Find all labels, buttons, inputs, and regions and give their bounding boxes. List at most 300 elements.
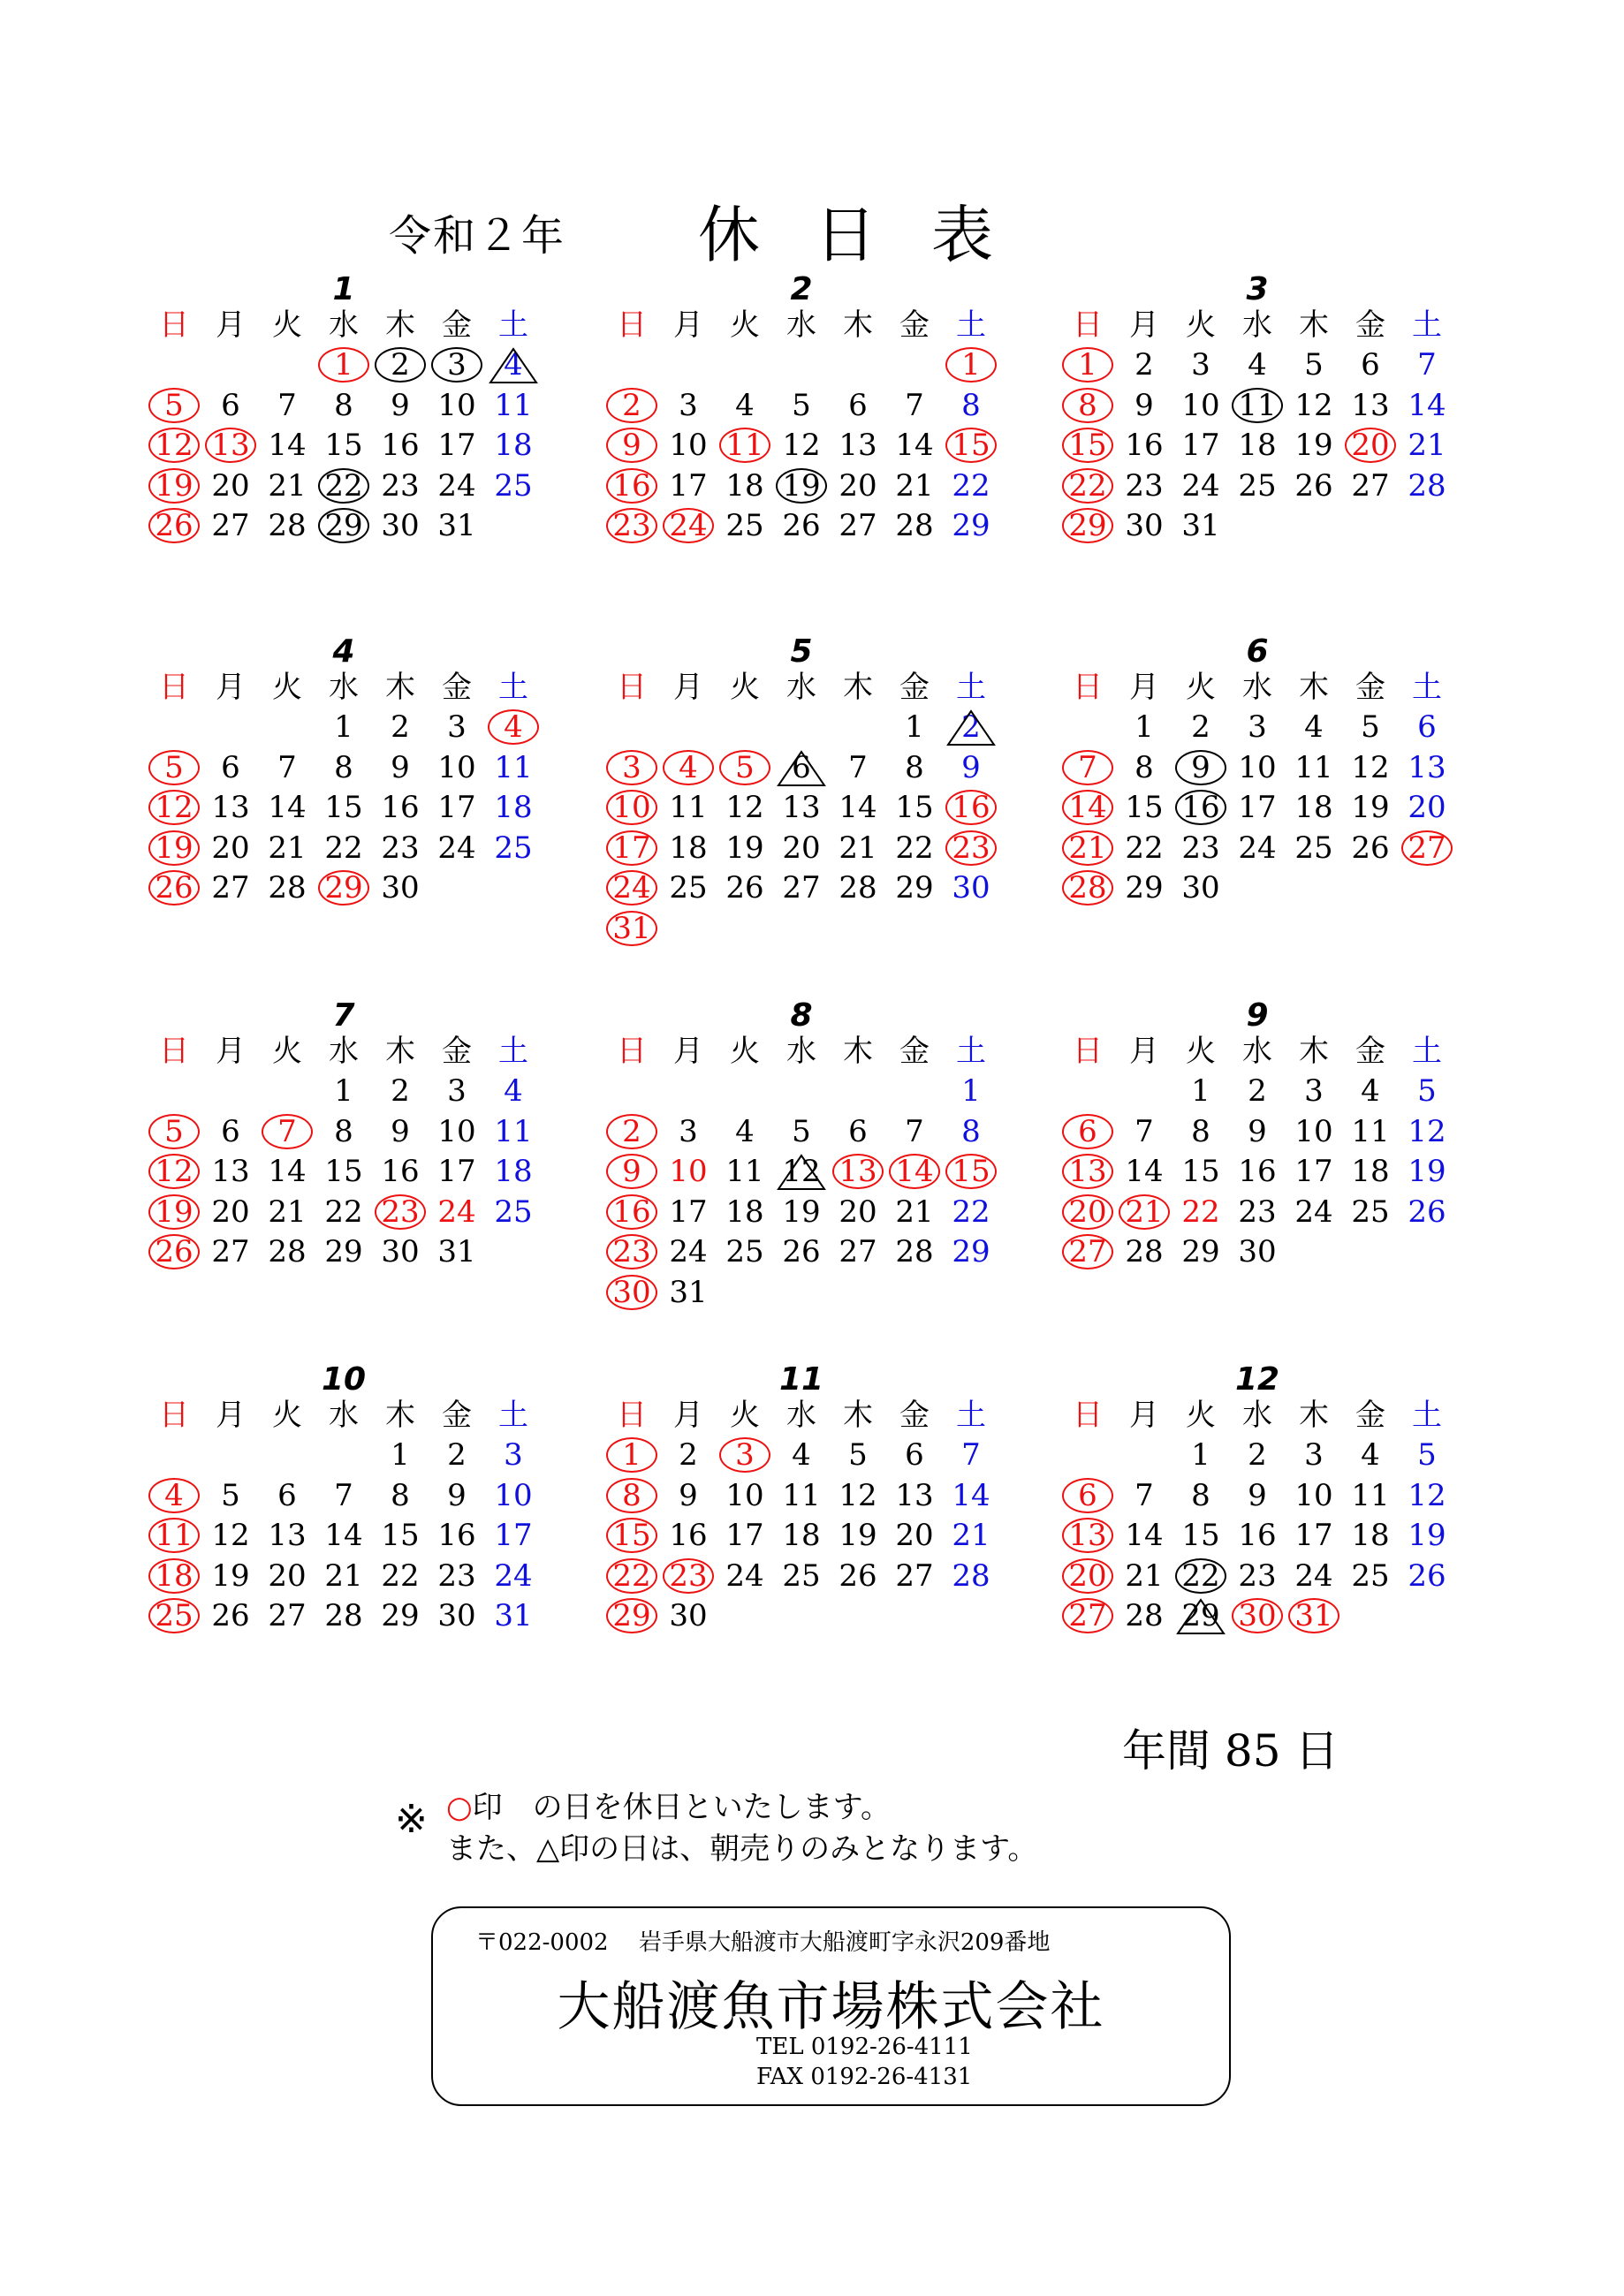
day-number: 3 bbox=[504, 1437, 523, 1473]
day-cell bbox=[773, 1232, 830, 1271]
day-number: 10 bbox=[669, 1154, 708, 1189]
day-cell bbox=[1286, 1112, 1342, 1151]
day-cell bbox=[830, 1232, 886, 1271]
day-cell bbox=[660, 1476, 717, 1515]
day-number: 5 bbox=[221, 1477, 240, 1513]
day-number: 25 bbox=[494, 830, 533, 866]
day-number: 8 bbox=[1078, 387, 1097, 423]
weekday-header: 木 bbox=[1299, 670, 1329, 705]
weekday-header: 土 bbox=[956, 1034, 986, 1069]
day-number: 15 bbox=[381, 1518, 420, 1553]
day-number: 4 bbox=[735, 387, 755, 423]
day-cell bbox=[1116, 748, 1172, 787]
day-cell bbox=[773, 1112, 830, 1151]
day-number: 2 bbox=[1248, 1437, 1267, 1473]
day-cell bbox=[1286, 345, 1342, 384]
weekday-header: 土 bbox=[1412, 1398, 1442, 1433]
month-number: 9 bbox=[1246, 997, 1269, 1034]
day-number: 27 bbox=[782, 870, 821, 906]
day-cell bbox=[315, 426, 372, 465]
day-cell bbox=[603, 1516, 660, 1555]
day-number: 6 bbox=[848, 1113, 868, 1149]
day-cell bbox=[485, 788, 542, 827]
day-number: 27 bbox=[211, 1234, 250, 1269]
weekday-header: 月 bbox=[216, 1398, 246, 1433]
day-number: 27 bbox=[1408, 830, 1446, 866]
day-cell bbox=[943, 1516, 999, 1555]
day-number: 18 bbox=[725, 1193, 764, 1230]
day-number: 5 bbox=[1361, 709, 1380, 745]
day-cell bbox=[372, 386, 429, 425]
day-cell bbox=[315, 345, 372, 384]
day-cell bbox=[1172, 1193, 1229, 1231]
weekday-header: 火 bbox=[730, 307, 760, 343]
day-number: 6 bbox=[1078, 1113, 1097, 1149]
weekday-header: 月 bbox=[216, 670, 246, 705]
day-number: 12 bbox=[782, 428, 821, 463]
weekday-header: 水 bbox=[329, 1398, 359, 1433]
day-number: 5 bbox=[1304, 347, 1324, 383]
day-cell bbox=[660, 386, 717, 425]
weekday-header: 火 bbox=[272, 670, 302, 705]
day-cell bbox=[1059, 1516, 1116, 1555]
day-number: 4 bbox=[504, 709, 523, 745]
day-number: 14 bbox=[895, 428, 934, 463]
day-cell bbox=[886, 708, 943, 746]
day-number: 19 bbox=[155, 830, 194, 866]
day-number: 9 bbox=[1191, 749, 1210, 785]
day-cell bbox=[773, 748, 830, 787]
day-number: 22 bbox=[952, 1193, 990, 1230]
day-number: 18 bbox=[494, 1154, 533, 1189]
day-cell bbox=[1286, 1193, 1342, 1231]
day-number: 10 bbox=[494, 1477, 533, 1513]
day-cell bbox=[146, 1476, 202, 1515]
day-cell bbox=[1399, 1072, 1455, 1110]
day-cell bbox=[372, 426, 429, 465]
day-number: 21 bbox=[1068, 830, 1107, 866]
weekday-header: 水 bbox=[1242, 670, 1272, 705]
day-cell bbox=[943, 1112, 999, 1151]
day-number: 16 bbox=[669, 1518, 708, 1553]
day-number: 23 bbox=[1125, 467, 1164, 504]
day-number: 6 bbox=[792, 749, 811, 785]
day-cell bbox=[1229, 788, 1286, 827]
day-number: 25 bbox=[1351, 1557, 1390, 1594]
day-number: 8 bbox=[334, 387, 353, 423]
day-cell bbox=[886, 868, 943, 907]
day-cell bbox=[1059, 868, 1116, 907]
weekday-header: 火 bbox=[272, 1034, 302, 1069]
day-number: 4 bbox=[1248, 347, 1267, 383]
day-number: 8 bbox=[961, 1113, 981, 1149]
day-number: 21 bbox=[1125, 1557, 1164, 1594]
day-number: 1 bbox=[391, 1437, 410, 1473]
day-cell bbox=[603, 1273, 660, 1312]
day-cell bbox=[830, 1112, 886, 1151]
weekday-header: 金 bbox=[899, 1034, 930, 1069]
day-number: 28 bbox=[952, 1557, 990, 1594]
day-cell bbox=[1116, 345, 1172, 384]
day-number: 22 bbox=[324, 830, 363, 866]
day-number: 17 bbox=[725, 1518, 764, 1553]
day-cell bbox=[146, 386, 202, 425]
note-line-1 bbox=[446, 1783, 891, 1826]
weekday-header: 土 bbox=[498, 307, 528, 343]
day-cell bbox=[429, 1476, 485, 1515]
day-cell bbox=[1286, 386, 1342, 425]
day-number: 23 bbox=[1238, 1557, 1277, 1594]
weekday-header: 土 bbox=[1412, 1034, 1442, 1069]
day-number: 24 bbox=[437, 1193, 476, 1230]
day-number: 14 bbox=[839, 790, 877, 825]
day-cell bbox=[1229, 1436, 1286, 1474]
day-number: 11 bbox=[494, 387, 533, 423]
day-cell bbox=[1059, 1232, 1116, 1271]
day-cell bbox=[1286, 788, 1342, 827]
day-number: 29 bbox=[895, 870, 934, 906]
day-cell bbox=[660, 466, 717, 505]
weekday-header: 日 bbox=[1073, 670, 1103, 705]
month-number: 8 bbox=[790, 997, 813, 1034]
day-number: 25 bbox=[494, 467, 533, 504]
day-cell bbox=[773, 506, 830, 545]
day-number: 23 bbox=[612, 1234, 651, 1269]
day-cell bbox=[429, 466, 485, 505]
month-number: 1 bbox=[332, 271, 355, 307]
day-number: 31 bbox=[1181, 508, 1220, 543]
day-cell bbox=[943, 1557, 999, 1595]
day-cell bbox=[1172, 868, 1229, 907]
day-cell bbox=[1342, 1476, 1399, 1515]
day-number: 15 bbox=[612, 1518, 651, 1553]
day-number: 12 bbox=[1294, 387, 1333, 423]
day-cell bbox=[259, 1476, 315, 1515]
day-number: 29 bbox=[612, 1598, 651, 1633]
day-number: 20 bbox=[895, 1518, 934, 1553]
day-number: 5 bbox=[1417, 1073, 1437, 1109]
day-number: 18 bbox=[1351, 1518, 1390, 1553]
day-number: 17 bbox=[437, 428, 476, 463]
weekday-header: 木 bbox=[843, 307, 873, 343]
day-number: 2 bbox=[447, 1437, 467, 1473]
day-cell bbox=[717, 1516, 773, 1555]
day-number: 30 bbox=[669, 1598, 708, 1633]
day-number: 15 bbox=[1181, 1518, 1220, 1553]
day-cell bbox=[717, 506, 773, 545]
day-cell bbox=[773, 1193, 830, 1231]
telephone: TEL 0192-26-4111 bbox=[756, 2034, 973, 2060]
day-number: 24 bbox=[1294, 1557, 1333, 1594]
day-number: 12 bbox=[839, 1477, 877, 1513]
day-cell bbox=[830, 1193, 886, 1231]
day-number: 7 bbox=[961, 1437, 981, 1473]
day-cell bbox=[1116, 708, 1172, 746]
day-cell bbox=[886, 1232, 943, 1271]
day-cell bbox=[1172, 1112, 1229, 1151]
weekday-header: 木 bbox=[385, 307, 415, 343]
day-cell bbox=[1172, 426, 1229, 465]
day-number: 21 bbox=[1125, 1193, 1164, 1230]
day-number: 8 bbox=[1191, 1477, 1210, 1513]
day-number: 28 bbox=[895, 508, 934, 543]
day-number: 5 bbox=[164, 749, 184, 785]
weekday-header: 月 bbox=[673, 307, 703, 343]
day-cell bbox=[660, 1193, 717, 1231]
weekday-header: 金 bbox=[899, 670, 930, 705]
day-number: 26 bbox=[211, 1598, 250, 1633]
day-cell bbox=[146, 1232, 202, 1271]
day-cell bbox=[429, 1232, 485, 1271]
day-number: 21 bbox=[324, 1557, 363, 1594]
day-cell bbox=[830, 868, 886, 907]
day-cell bbox=[1116, 829, 1172, 868]
day-cell bbox=[1342, 386, 1399, 425]
day-cell bbox=[146, 1193, 202, 1231]
day-cell bbox=[429, 788, 485, 827]
day-number: 6 bbox=[221, 749, 240, 785]
day-cell bbox=[315, 1152, 372, 1191]
day-cell bbox=[830, 426, 886, 465]
day-number: 15 bbox=[1125, 790, 1164, 825]
day-cell bbox=[315, 506, 372, 545]
day-cell bbox=[1399, 708, 1455, 746]
day-number: 11 bbox=[1238, 387, 1277, 423]
day-number: 12 bbox=[155, 790, 194, 825]
day-cell bbox=[886, 1112, 943, 1151]
day-number: 31 bbox=[669, 1274, 708, 1310]
day-number: 15 bbox=[324, 1154, 363, 1189]
day-number: 16 bbox=[952, 790, 990, 825]
day-cell bbox=[1342, 1516, 1399, 1555]
day-number: 29 bbox=[1181, 1598, 1220, 1633]
month-number: 3 bbox=[1246, 271, 1269, 307]
weekday-header: 金 bbox=[442, 307, 472, 343]
day-number: 26 bbox=[839, 1557, 877, 1594]
weekday-header: 木 bbox=[843, 670, 873, 705]
day-cell bbox=[146, 829, 202, 868]
day-number: 17 bbox=[1294, 1518, 1333, 1553]
weekday-header: 火 bbox=[1186, 1398, 1216, 1433]
day-number: 28 bbox=[895, 1234, 934, 1269]
day-cell bbox=[1116, 1596, 1172, 1635]
day-cell bbox=[1116, 868, 1172, 907]
day-number: 29 bbox=[952, 508, 990, 543]
day-cell bbox=[372, 345, 429, 384]
day-cell bbox=[1342, 748, 1399, 787]
day-number: 21 bbox=[952, 1518, 990, 1553]
day-number: 23 bbox=[381, 1193, 420, 1230]
day-cell bbox=[259, 1596, 315, 1635]
era-year: 令和２年 bbox=[389, 211, 566, 261]
day-number: 27 bbox=[211, 508, 250, 543]
day-number: 13 bbox=[1408, 749, 1446, 785]
day-number: 8 bbox=[961, 387, 981, 423]
day-cell bbox=[429, 506, 485, 545]
day-number: 14 bbox=[268, 428, 307, 463]
day-cell bbox=[315, 1193, 372, 1231]
day-number: 14 bbox=[1125, 1518, 1164, 1553]
weekday-header: 土 bbox=[956, 307, 986, 343]
day-cell bbox=[1059, 1193, 1116, 1231]
day-number: 17 bbox=[669, 1193, 708, 1230]
day-cell bbox=[717, 868, 773, 907]
weekday-header: 木 bbox=[1299, 1034, 1329, 1069]
day-cell bbox=[315, 1596, 372, 1635]
day-number: 20 bbox=[1068, 1193, 1107, 1230]
day-number: 8 bbox=[1135, 749, 1154, 785]
day-cell bbox=[202, 1557, 259, 1595]
day-cell bbox=[1229, 1476, 1286, 1515]
day-number: 1 bbox=[1191, 1073, 1210, 1109]
day-cell bbox=[259, 1516, 315, 1555]
day-cell bbox=[372, 1152, 429, 1191]
day-number: 19 bbox=[782, 1193, 821, 1230]
day-cell bbox=[429, 1436, 485, 1474]
day-cell bbox=[259, 868, 315, 907]
day-number: 19 bbox=[1351, 790, 1390, 825]
day-cell bbox=[1286, 1436, 1342, 1474]
day-cell bbox=[1286, 466, 1342, 505]
day-cell bbox=[202, 1112, 259, 1151]
day-cell bbox=[773, 1476, 830, 1515]
day-cell bbox=[372, 466, 429, 505]
day-cell bbox=[146, 426, 202, 465]
day-cell bbox=[1399, 1193, 1455, 1231]
weekday-header: 火 bbox=[1186, 307, 1216, 343]
day-number: 19 bbox=[211, 1557, 250, 1594]
day-cell bbox=[717, 1557, 773, 1595]
day-cell bbox=[830, 466, 886, 505]
day-cell bbox=[886, 1476, 943, 1515]
day-number: 26 bbox=[155, 870, 194, 906]
day-number: 25 bbox=[1294, 830, 1333, 866]
day-cell bbox=[660, 1596, 717, 1635]
weekday-header: 土 bbox=[498, 1398, 528, 1433]
day-cell bbox=[202, 748, 259, 787]
day-number: 28 bbox=[839, 870, 877, 906]
day-number: 27 bbox=[1351, 467, 1390, 504]
day-cell bbox=[717, 426, 773, 465]
day-cell bbox=[146, 466, 202, 505]
weekday-header: 火 bbox=[272, 307, 302, 343]
day-number: 28 bbox=[1408, 467, 1446, 504]
day-number: 10 bbox=[612, 790, 651, 825]
day-cell bbox=[830, 386, 886, 425]
day-cell bbox=[1116, 1152, 1172, 1191]
day-cell bbox=[372, 1193, 429, 1231]
day-number: 20 bbox=[839, 467, 877, 504]
day-cell bbox=[315, 1557, 372, 1595]
day-cell bbox=[1342, 1557, 1399, 1595]
day-number: 29 bbox=[324, 508, 363, 543]
day-cell bbox=[1116, 426, 1172, 465]
day-cell bbox=[485, 1476, 542, 1515]
weekday-header: 日 bbox=[159, 1398, 189, 1433]
day-number: 30 bbox=[437, 1598, 476, 1633]
weekday-header: 月 bbox=[1129, 1398, 1159, 1433]
day-cell bbox=[1399, 1516, 1455, 1555]
day-number: 30 bbox=[1238, 1234, 1277, 1269]
day-number: 16 bbox=[381, 790, 420, 825]
day-number: 15 bbox=[952, 428, 990, 463]
weekday-header: 日 bbox=[1073, 1034, 1103, 1069]
day-number: 25 bbox=[669, 870, 708, 906]
day-number: 19 bbox=[782, 467, 821, 504]
day-number: 15 bbox=[952, 1154, 990, 1189]
day-cell bbox=[1059, 386, 1116, 425]
day-cell bbox=[202, 1232, 259, 1271]
day-cell bbox=[603, 1476, 660, 1515]
day-number: 23 bbox=[381, 830, 420, 866]
day-number: 1 bbox=[961, 1073, 981, 1109]
day-number: 7 bbox=[905, 387, 924, 423]
day-cell bbox=[1399, 1152, 1455, 1191]
day-cell bbox=[1342, 788, 1399, 827]
day-number: 3 bbox=[447, 1073, 467, 1109]
weekday-header: 火 bbox=[1186, 670, 1216, 705]
day-cell bbox=[1399, 748, 1455, 787]
day-number: 5 bbox=[1417, 1437, 1437, 1473]
day-cell bbox=[315, 868, 372, 907]
day-cell bbox=[372, 708, 429, 746]
day-number: 29 bbox=[952, 1234, 990, 1269]
day-number: 25 bbox=[1238, 467, 1277, 504]
day-cell bbox=[1116, 386, 1172, 425]
day-cell bbox=[1116, 1232, 1172, 1271]
day-cell bbox=[485, 466, 542, 505]
day-cell bbox=[603, 1232, 660, 1271]
day-number: 22 bbox=[895, 830, 934, 866]
day-cell bbox=[146, 1557, 202, 1595]
day-cell bbox=[660, 1232, 717, 1271]
day-cell bbox=[830, 506, 886, 545]
day-number: 14 bbox=[324, 1518, 363, 1553]
day-cell bbox=[202, 426, 259, 465]
day-cell bbox=[146, 1112, 202, 1151]
day-number: 20 bbox=[1351, 428, 1390, 463]
day-number: 14 bbox=[1068, 790, 1107, 825]
day-number: 17 bbox=[1181, 428, 1220, 463]
weekday-header: 土 bbox=[1412, 670, 1442, 705]
day-number: 9 bbox=[622, 428, 641, 463]
day-number: 14 bbox=[952, 1477, 990, 1513]
day-number: 1 bbox=[961, 347, 981, 383]
day-cell bbox=[1172, 1596, 1229, 1635]
day-cell bbox=[259, 466, 315, 505]
day-number: 3 bbox=[1304, 1073, 1324, 1109]
day-cell bbox=[1229, 345, 1286, 384]
day-cell bbox=[1229, 748, 1286, 787]
day-number: 4 bbox=[504, 1073, 523, 1109]
day-number: 29 bbox=[381, 1598, 420, 1633]
day-number: 14 bbox=[268, 1154, 307, 1189]
day-number: 6 bbox=[1361, 347, 1380, 383]
weekday-header: 月 bbox=[1129, 307, 1159, 343]
day-cell bbox=[1342, 426, 1399, 465]
day-number: 2 bbox=[1191, 709, 1210, 745]
day-cell bbox=[1229, 1232, 1286, 1271]
day-number: 7 bbox=[848, 749, 868, 785]
day-number: 20 bbox=[1408, 790, 1446, 825]
day-number: 31 bbox=[612, 910, 651, 946]
day-number: 11 bbox=[494, 1113, 533, 1149]
day-cell bbox=[372, 1557, 429, 1595]
day-number: 27 bbox=[211, 870, 250, 906]
day-cell bbox=[773, 1152, 830, 1191]
day-number: 17 bbox=[437, 1154, 476, 1189]
day-cell bbox=[1286, 1596, 1342, 1635]
